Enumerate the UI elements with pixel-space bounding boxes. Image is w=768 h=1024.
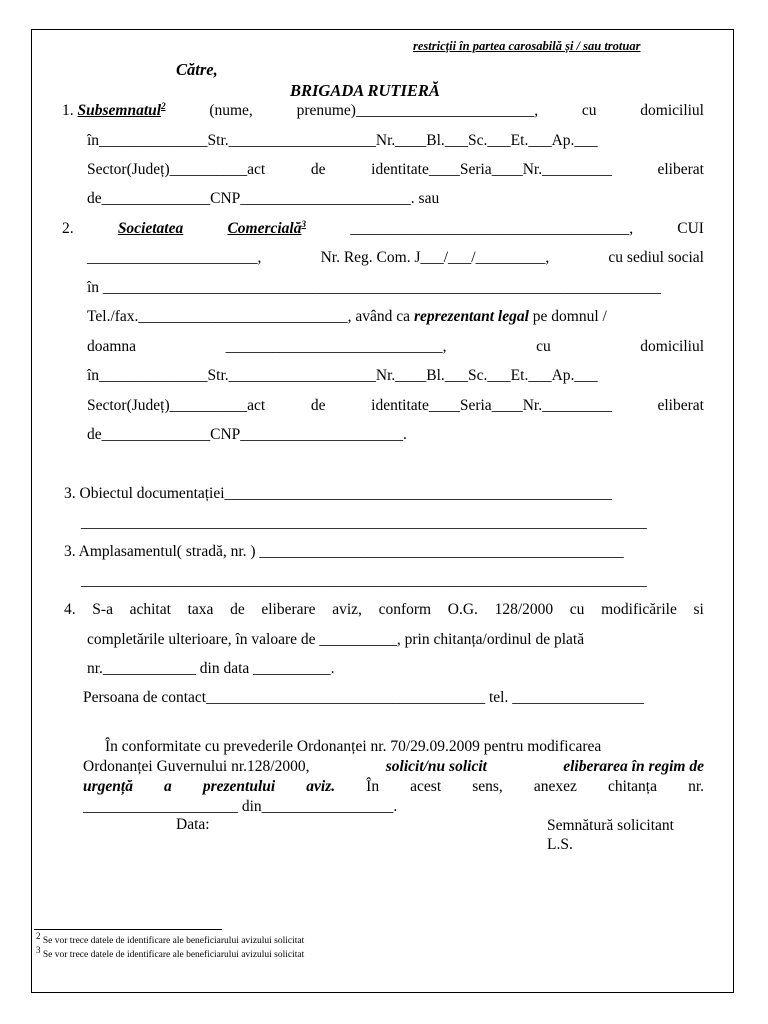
footnote-3: $^3$ Se vor trece datele de identificare ale beneficiarului avizului solicitat: [36, 944, 305, 960]
solicit-option: solicit/nu solicit: [385, 758, 487, 775]
signature-label: Semnătură solicitant: [547, 817, 674, 834]
section1-line2: în______________Str.___________________Nr.____Bl.___Sc.___Et.___Ap.___: [87, 132, 598, 149]
date-label: Data:: [176, 816, 210, 833]
taxa-line3: nr.____________ din data __________.: [87, 660, 335, 677]
header-note: restricții în partea carosabilă și / sau trotuar: [413, 39, 641, 53]
conformity-line3: urgență a prezentului aviz. În acest sens, anexez chitanța nr.: [83, 778, 704, 795]
persoana-contact-line: Persoana de contact____________________________________ tel. _________________: [83, 689, 644, 706]
greeting: Către,: [176, 60, 218, 79]
section1-line4: de______________CNP______________________. sau: [87, 190, 440, 207]
recipient-title: BRIGADA RUTIERĂ: [290, 81, 440, 100]
amplasament-line1: 3. Amplasamentul( stradă, nr. ) _______________________________________________: [64, 543, 624, 560]
subsemnatul-label: Subsemnatul: [77, 102, 162, 119]
footnote-separator: [34, 929, 222, 930]
amplasament-line2: _________________________________________________________________________: [81, 572, 647, 589]
obiect-documentatie-line1: 3. Obiectul documentației__________________________________________________: [64, 485, 613, 502]
reprezentant-legal-label: reprezentant legal: [413, 308, 529, 325]
conformity-line2: Ordonanței Guvernului nr.128/2000, solicit/nu solicit eliberarea în regim de: [83, 758, 704, 775]
taxa-line1: 4. S-a achitat taxa de eliberare aviz, conform O.G. 128/2000 cu modificările si: [64, 601, 704, 618]
section1-line3: Sector(Județ)__________act de identitate____Seria____Nr._________ eliberat: [87, 161, 704, 178]
conformity-line1: În conformitate cu prevederile Ordonanței nr. 70/29.09.2009 pentru modificarea: [105, 738, 602, 755]
section2-line8: de______________CNP_____________________.: [87, 426, 407, 443]
taxa-line2: completările ulterioare, în valoare de __________, prin chitanța/ordinul de plată: [87, 631, 585, 648]
section1-line1: 1. Subsemnatul$^2$ (nume, prenume)_______________________, cu domiciliul: [62, 100, 704, 119]
section2-line2: ______________________, Nr. Reg. Com. J___/___/_________, cu sediul social: [87, 249, 704, 266]
footnote-2: $^2$ Se vor trece datele de identificare ale beneficiarului avizului solicitat: [36, 930, 305, 946]
section2-line3: în ________________________________________________________________________: [87, 279, 661, 296]
ls-label: L.S.: [547, 836, 573, 853]
obiect-documentatie-line2: _________________________________________________________________________: [81, 514, 647, 531]
section2-line1: 2. Societatea Comercială$^3$ ____________________________________, CUI: [62, 218, 704, 237]
section2-line7: Sector(Județ)__________act de identitate____Seria____Nr._________ eliberat: [87, 397, 704, 414]
societatea-label: Societatea: [117, 220, 184, 237]
section2-line6: în______________Str.___________________Nr.____Bl.___Sc.___Et.___Ap.___: [87, 367, 598, 384]
section2-line4: Tel./fax.___________________________, având ca reprezentant legal pe domnul /: [87, 308, 607, 325]
section2-line5: doamna ____________________________, cu domiciliul: [87, 338, 704, 355]
conformity-line4: ____________________ din_________________.: [83, 798, 398, 815]
